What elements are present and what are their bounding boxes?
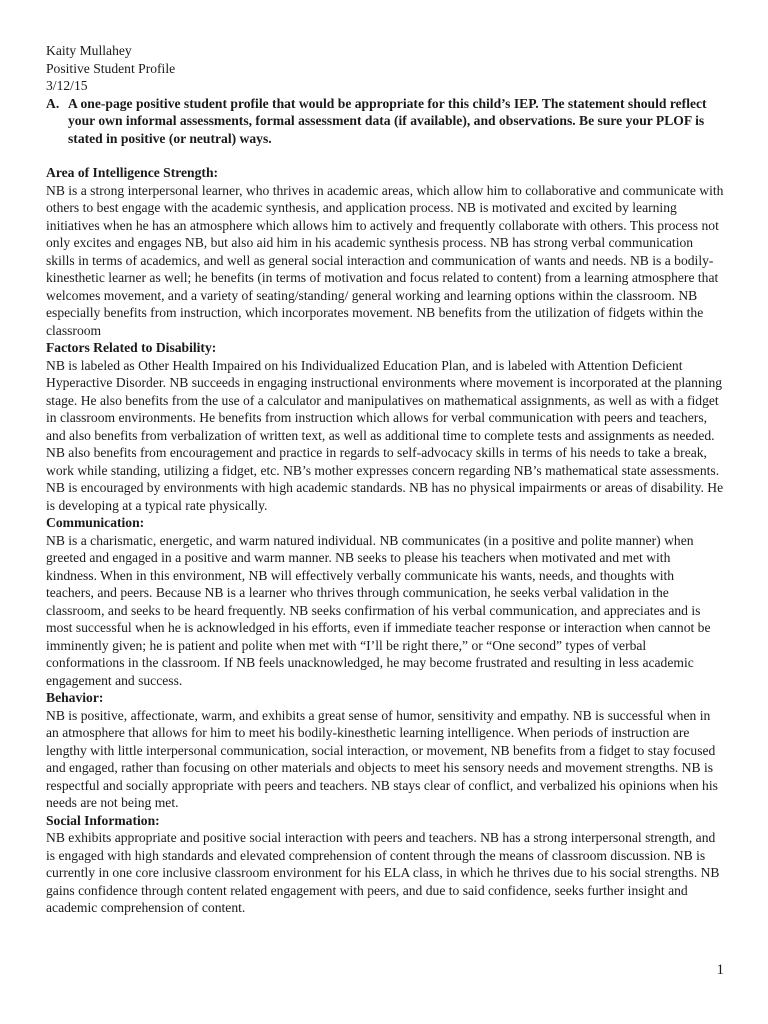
section-body-disability: NB is labeled as Other Health Impaired on his Individualized Education Plan, and is labeled with Attention Deficient Hyperactive Disorder. NB succeeds in engaging instructional environments where movement is incorporated at the planning stage. He also benefits from the use of a calculator and manipulatives on mathematical assignments, as well as with a fidget in classroom environments. He benefits from instruction which allows for verbal communication with peers and teachers, and also benefits from verbalization of written text, as well as additional time to complete tests and assignments as needed. NB also benefits from encouragement and practice in regards to self-advocacy skills in terms of his needs to take a break, work while standing, utilizing a fidget, etc. NB’s mother expresses concern regarding NB’s mathematical state assessments. NB is encouraged by environments with high academic standards. NB has no physical impairments or areas of disability. He is developing at a typical rate physically. [46,357,724,513]
spacer [46,147,724,164]
assignment-prompt [46,95,724,148]
document-date: 3/12/15 [46,78,88,93]
section-title-communication: Communication: [46,515,145,530]
section-body-behavior: NB is positive, affectionate, warm, and exhibits a great sense of humor, sensitivity and empathy. NB is successful when in an atmosphere that allows for him to meet his bodily-kinesthetic learning intelligence. When periods of instruction are lengthy with little interpersonal communication, social interaction, or movement, NB benefits from a fidget to stay focused and engaged, rather than focusing on other materials and objects to meet his sensory needs and movement strengths. NB is respectful and socially appropriate with peers and teachers. NB stays clear of conflict, and verbalized his opinions when his needs are not being met. [46,707,718,810]
section-body-intelligence: NB is a strong interpersonal learner, who thrives in academic areas, which allow him to collaborative and communicate with others to best engage with the academic synthesis, and application process. NB is motivated and excited by learning initiatives when he has an atmosphere which allows him to actively and frequently collaborate with others. This process not only excites and engages NB, but also aid him in his academic synthesis process. NB has strong verbal communication skills in terms of academics, and well as general social interaction and communication of wants and needs. NB is a bodily-kinesthetic learner as well; he benefits (in terms of motivation and focus related to content) from a learning atmosphere that welcomes movement, and a variety of seating/standing/ general working and learning options within the classroom. NB especially benefits from instruction, which incorporates movement. NB benefits from the utilization of fidgets within the classroom [46,182,724,338]
document-title: Positive Student Profile [46,60,176,76]
section-body-social: NB exhibits appropriate and positive social interaction with peers and teachers. NB has a strong interpersonal strength, and is engaged with high standards and elevated comprehension of content through the means of classroom discussion. NB is currently in one core inclusive classroom environment for his ELA class, in which he thrives due to his social strengths. NB gains confidence through content related engagement with peers, and due to said confidence, seeks further insight and academic comprehension of content. [46,830,720,915]
section-title-social: Social Information: [46,812,160,828]
page-number: 1 [716,962,724,978]
section-title-disability: Factors Related to Disability: [46,340,217,355]
prompt-letter: A. [46,95,60,111]
prompt-text: A one-page positive student profile that would be appropriate for this child’s IEP. The statement should reflect your own informal assessments, formal assessment data (if available), and observations. Be sure your PLOF is stated in positive (or neutral) ways. [68,95,707,146]
author-name: Kaity Mullahey [46,43,132,58]
section-body-communication: NB is a charismatic, energetic, and warm natured individual. NB communicates (in a positive and polite manner) when greeted and engaged in a positive and warm manner. NB seeks to please his teachers when motivated and met with kindness. When in this environment, NB will effectively verbally communicate his wants, needs, and thoughts with teachers, and peers. Because NB is a learner who thrives through communication, he seeks verbal validation in the classroom, and seeks to be heard frequently. NB seeks confirmation of his verbal communication, and appreciates and is most successful when he is acknowledged in his efforts, even if immediate teacher response or interaction when cannot be imminently given; he is patient and polite when met with “I’ll be right there,” or “One second” types of verbal conformations in the classroom. If NB feels unacknowledged, he may become frustrated and resulting in less academic engagement and success. [46,532,711,688]
section-title-intelligence: Area of Intelligence Strength: [46,165,219,180]
section-title-behavior: Behavior: [46,690,104,705]
